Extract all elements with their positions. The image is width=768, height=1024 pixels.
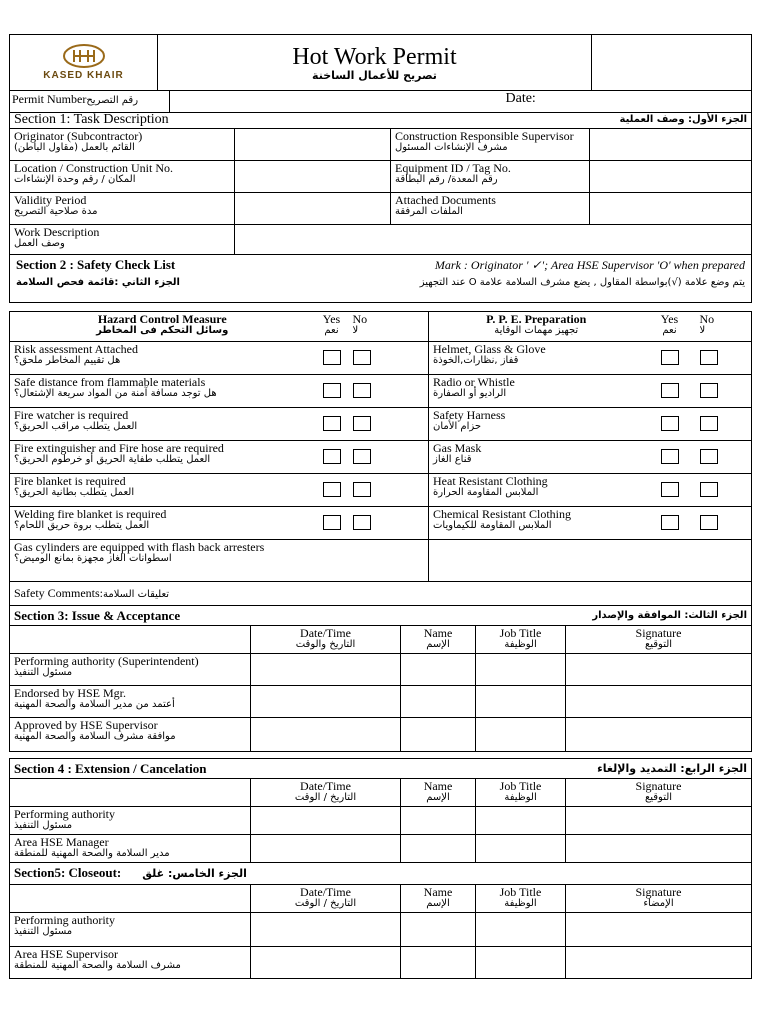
title-cell: [158, 35, 592, 91]
section4-signoff-input[interactable]: [401, 835, 476, 863]
date-field[interactable]: [490, 91, 752, 113]
ppe-yes-checkbox[interactable]: [661, 449, 679, 464]
section1-title-ar: الجزء الأول: وصف العملية: [391, 113, 752, 129]
hazard-item: Gas cylinders are equipped with flash back arresters اسطوانات الغاز مجهزة بمانع الوميض؟: [10, 540, 315, 582]
hazard-no-checkbox[interactable]: [353, 515, 371, 530]
safety-comments-field[interactable]: Safety Comments:تعليقات السلامة: [10, 582, 752, 606]
checklist-row: [10, 474, 752, 507]
section4-signoff-row: [10, 807, 752, 835]
section3-signoff-input[interactable]: [476, 654, 566, 686]
section3-signoff-row: [10, 686, 752, 718]
section3-signoff-input[interactable]: [401, 654, 476, 686]
attached-docs-input[interactable]: [590, 193, 752, 225]
section2-instructions-ar: يتم وضع علامة (√)بواسطة المقاول , يضع مشرف السلامة علامة O عند التجهيز: [419, 277, 745, 288]
ppe-yes-checkbox[interactable]: [661, 350, 679, 365]
ppe-header: P. P. E. Preparation: [486, 312, 587, 326]
ppe-no-checkbox[interactable]: [700, 350, 718, 365]
section5-table: [9, 862, 752, 979]
ppe-no-checkbox[interactable]: [700, 515, 718, 530]
section5-col-header: Date/Time التاريخ / الوقت: [251, 885, 401, 913]
checklist-row: [10, 441, 752, 474]
supervisor-input[interactable]: [590, 129, 752, 161]
section4-signoff-input[interactable]: [566, 835, 752, 863]
section5-role: Area HSE Supervisor مشرف السلامة والصحة المهنية للمنطقة: [10, 947, 251, 979]
section2-checklist: Hazard Control Measure وسائل التحكم فى المخاطر Yes نعم No لا P. P. E. Preparation تجهيز مهمات الوقاية Yes نعم No لا Risk assessment Attached هل تقييم المخاطر ملحق؟ Helmet, Glass & Glove قفاز ,نظارات,الخوذة Safe distance from flammable materials هل توجد مسافة آمنة من المواد سريعة الإشتعال؟ Radio or Whistle الراديو أو الصفارة Fire watcher is required العمل يتطلب مراقب الحريق؟ Safety Harness حزام الأمان Fire extinguisher and Fire hose are required العمل يتطلب طفاية الحريق أو خرطوم الحريق؟ Gas Mask قناع الغاز Fire blanket is required العمل يتطلب بطانية الحريق؟ Heat Resistant Clothing الملابس المقاومة الحرارة Welding fire blanket is required العمل يتطلب بروة حريق اللحام؟ Chemical Resistant Clothing الملابس المقاومة للكيماويات Gas cylinders are equipped with flash back arresters اسطوانات الغاز مجهزة بمانع الوميض؟ Safety Comments:تعليقات السلامة: [9, 311, 752, 606]
hazard-yes-checkbox[interactable]: [323, 515, 341, 530]
section3-signoff-input[interactable]: [251, 686, 401, 718]
date-label: Date:: [505, 91, 536, 106]
permit-number-input[interactable]: [170, 91, 320, 113]
hazard-item: Fire blanket is required العمل يتطلب بطانية الحريق؟: [10, 474, 315, 507]
section3-signoff-row: [10, 654, 752, 686]
section3-col-header: Date/Time التاريخ والوقت: [251, 626, 401, 654]
section5-signoff-input[interactable]: [251, 913, 401, 947]
hazard-no-checkbox[interactable]: [353, 383, 371, 398]
ppe-yes-checkbox[interactable]: [661, 482, 679, 497]
hazard-item: Welding fire blanket is required العمل يتطلب بروة حريق اللحام؟: [10, 507, 315, 540]
section2-header: [9, 254, 752, 303]
section5-role: Performing authority مسئول التنفيذ: [10, 913, 251, 947]
section5-signoff-input[interactable]: [401, 947, 476, 979]
section3-role: Endorsed by HSE Mgr. أعتمد من مدير السلامة والصحة المهنية: [10, 686, 251, 718]
hazard-yes-checkbox[interactable]: [323, 482, 341, 497]
hazard-yes-checkbox[interactable]: [323, 383, 341, 398]
section5-title-ar: الجزء الخامس: غلق: [142, 867, 247, 880]
header-table: [9, 34, 752, 91]
section1-table: Section 1: Task Description الجزء الأول: وصف العملية Originator (Subcontractor) القائم بالعمل (مقاول الباطن) Construction Responsible Supervisor مشرف الإنشاءات المسئول Location / Construction Unit No. المكان / رقم وحدة الإنشاءات Equipment ID / Tag No. رقم المعدة/ رقم البطاقة Validity Period مدة صلاحية التصريح Attached Documents الملفات المرفقة Work Description وصف العمل: [9, 112, 752, 255]
section4-table: [9, 758, 752, 863]
section3-column-headers: [10, 626, 752, 654]
section5-signoff-input[interactable]: [566, 913, 752, 947]
company-logo-icon: [62, 44, 106, 68]
checklist-row: [10, 540, 752, 582]
section5-signoff-row: [10, 913, 752, 947]
checklist-row: [10, 408, 752, 441]
section3-table: [9, 605, 752, 752]
location-input[interactable]: [235, 161, 391, 193]
ppe-item: Chemical Resistant Clothing الملابس المقاومة للكيماويات: [429, 507, 644, 540]
ppe-item: Safety Harness حزام الأمان: [429, 408, 644, 441]
page-title-ar: تصريح للأعمال الساخنة: [312, 68, 437, 82]
section3-signoff-input[interactable]: [566, 686, 752, 718]
ppe-item: Gas Mask قناع الغاز: [429, 441, 644, 474]
ppe-no-checkbox[interactable]: [700, 416, 718, 431]
checklist-row: [10, 342, 752, 375]
section3-col-header: Job Title الوظيفة: [476, 626, 566, 654]
section4-title: Section 4 : Extension / Cancelation: [10, 759, 476, 779]
section5-signoff-input[interactable]: [476, 913, 566, 947]
header-blank: [592, 35, 752, 91]
section3-title-ar: الجزء الثالث: الموافقة والإصدار: [476, 606, 752, 626]
hazard-no-checkbox[interactable]: [353, 482, 371, 497]
section3-signoff-input[interactable]: [251, 654, 401, 686]
section4-role: Area HSE Manager مدير السلامة والصحة المهنية للمنطقة: [10, 835, 251, 863]
hazard-yes-checkbox[interactable]: [323, 416, 341, 431]
section4-role: Performing authority مسئول التنفيذ: [10, 807, 251, 835]
section5-signoff-input[interactable]: [566, 947, 752, 979]
ppe-yes-checkbox[interactable]: [661, 383, 679, 398]
safety-comments-label: Safety Comments:: [14, 585, 103, 600]
section5-signoff-input[interactable]: [476, 947, 566, 979]
ppe-yes-checkbox[interactable]: [661, 416, 679, 431]
section4-col-header: Date/Time التاريخ / الوقت: [251, 779, 401, 807]
page-title: Hot Work Permit: [292, 43, 457, 70]
section3-signoff-input[interactable]: [401, 686, 476, 718]
section4-signoff-input[interactable]: [251, 835, 401, 863]
section5-col-header: Signature الإمضاء: [566, 885, 752, 913]
hazard-item: Safe distance from flammable materials هل توجد مسافة آمنة من المواد سريعة الإشتعال؟: [10, 375, 315, 408]
work-description-label: Work Description وصف العمل: [10, 225, 235, 255]
hazard-item: Fire watcher is required العمل يتطلب مراقب الحريق؟: [10, 408, 315, 441]
checklist-row: [10, 375, 752, 408]
section5-title: Section5: Closeout:: [14, 865, 122, 880]
section4-signoff-input[interactable]: [251, 807, 401, 835]
section5-col-header: Job Title الوظيفة: [476, 885, 566, 913]
company-name: KASED KHAIR: [43, 69, 124, 81]
section3-title: Section 3: Issue & Acceptance: [10, 606, 476, 626]
permit-number-row: [9, 90, 752, 113]
section5-signoff-input[interactable]: [401, 913, 476, 947]
section3-signoff-input[interactable]: [566, 718, 752, 752]
section3-signoff-input[interactable]: [476, 686, 566, 718]
hot-work-permit-form: [9, 34, 752, 980]
section4-column-headers: [10, 779, 752, 807]
hazard-no-checkbox[interactable]: [353, 350, 371, 365]
hazard-yes-header: Yes: [322, 312, 341, 326]
ppe-item: Helmet, Glass & Glove قفاز ,نظارات,الخوذة: [429, 342, 644, 375]
ppe-item: Radio or Whistle الراديو أو الصفارة: [429, 375, 644, 408]
hazard-header: Hazard Control Measure: [97, 312, 227, 326]
section3-signoff-row: [10, 718, 752, 752]
section4-signoff-row: [10, 835, 752, 863]
section4-col-header: Job Title الوظيفة: [476, 779, 566, 807]
ppe-no-checkbox[interactable]: [700, 482, 718, 497]
hazard-header-ar: وسائل التحكم فى المخاطر: [96, 325, 229, 336]
section3-signoff-input[interactable]: [401, 718, 476, 752]
ppe-yes-header: Yes: [660, 312, 679, 326]
hazard-no-header: No: [352, 312, 368, 326]
section3-signoff-input[interactable]: [476, 718, 566, 752]
section4-signoff-input[interactable]: [476, 807, 566, 835]
section4-signoff-input[interactable]: [401, 807, 476, 835]
section2-title-ar: الجزء الثاني :قائمة فحص السلامة: [16, 277, 180, 288]
hazard-yes-checkbox[interactable]: [323, 449, 341, 464]
logo-cell: [10, 35, 158, 91]
equipment-input[interactable]: [590, 161, 752, 193]
section3-signoff-input[interactable]: [566, 654, 752, 686]
ppe-item: Heat Resistant Clothing الملابس المقاومة الحرارة: [429, 474, 644, 507]
section2-mark-note: Mark : Originator ' ✓'; Area HSE Supervisor 'O' when prepared: [434, 258, 745, 272]
section3-role: Performing authority (Superintendent) مسئول التنفيذ: [10, 654, 251, 686]
work-description-input[interactable]: [235, 225, 752, 255]
section5-signoff-row: [10, 947, 752, 979]
ppe-no-checkbox[interactable]: [700, 383, 718, 398]
section3-col-header: Name الإسم: [401, 626, 476, 654]
section4-col-header: Signature التوقيع: [566, 779, 752, 807]
section5-col-header: Name الإسم: [401, 885, 476, 913]
section3-col-header: Signature التوقيع: [566, 626, 752, 654]
hazard-item: Fire extinguisher and Fire hose are required العمل يتطلب طفاية الحريق أو خرطوم الحريق؟: [10, 441, 315, 474]
ppe-header-ar: تجهيز مهمات الوقاية: [494, 325, 579, 336]
section1-title: Section 1: Task Description: [10, 113, 391, 129]
hazard-yes-checkbox[interactable]: [323, 350, 341, 365]
ppe-yes-checkbox[interactable]: [661, 515, 679, 530]
section5-signoff-input[interactable]: [251, 947, 401, 979]
ppe-no-checkbox[interactable]: [700, 449, 718, 464]
section5-column-headers: [10, 885, 752, 913]
permit-number-label: Permit Numberرقم التصريح: [10, 91, 170, 113]
section4-signoff-input[interactable]: [566, 807, 752, 835]
originator-input[interactable]: [235, 129, 391, 161]
section4-col-header: Name الإسم: [401, 779, 476, 807]
section2-title: Section 2 : Safety Check List: [16, 257, 176, 272]
section4-signoff-input[interactable]: [476, 835, 566, 863]
section4-title-ar: الجزء الرابع: التمديد والإلغاء: [476, 759, 752, 779]
checklist-row: [10, 507, 752, 540]
hazard-no-checkbox[interactable]: [353, 449, 371, 464]
ppe-no-header: No: [699, 312, 715, 326]
hazard-item: Risk assessment Attached هل تقييم المخاطر ملحق؟: [10, 342, 315, 375]
validity-input[interactable]: [235, 193, 391, 225]
hazard-no-checkbox[interactable]: [353, 416, 371, 431]
section3-signoff-input[interactable]: [251, 718, 401, 752]
section3-role: Approved by HSE Supervisor موافقة مشرف السلامة والصحة المهنية: [10, 718, 251, 752]
